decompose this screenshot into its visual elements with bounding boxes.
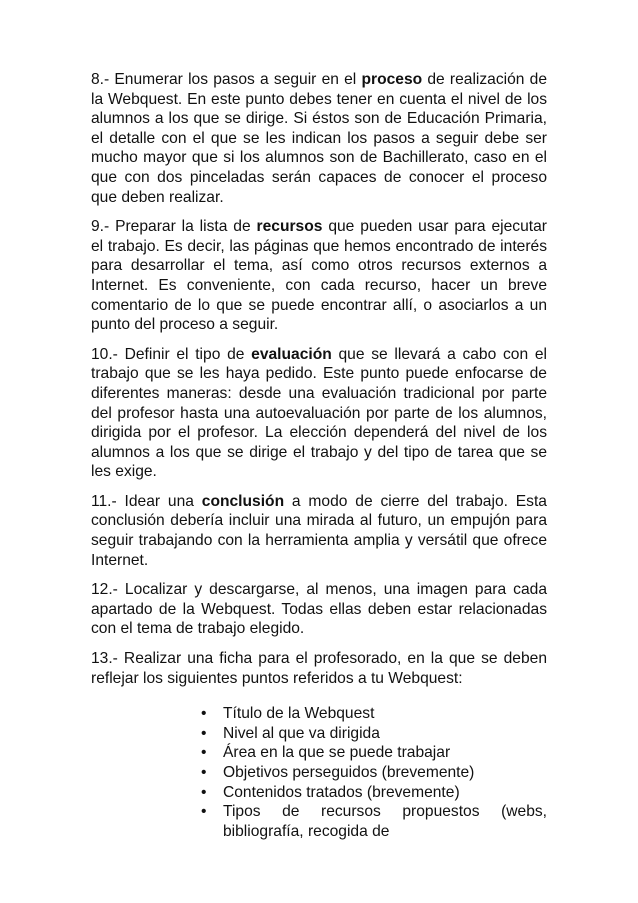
paragraph-text: 10.- Definir el tipo de (91, 345, 252, 363)
paragraph-text: de realización de la Webquest. En este punto debes tener en cuenta el nivel de los alumnos a los que se dirige. Si éstos son de Educación Primaria, el detalle con el que se les indican los pasos a seguir debe ser mucho mayor que si los alumnos son de Bachillerato, caso en el que con dos pinceladas serán capaces de conocer el proceso que deben realizar. (91, 71, 548, 206)
paragraph-keyword: evaluación (251, 345, 332, 363)
paragraph-text: 13.- Realizar una ficha para el profesorado, en la que se deben reflejar los siguientes puntos referidos a tu Webquest: (91, 650, 547, 687)
paragraph-step-9 (91, 217, 547, 335)
paragraph-step-13 (91, 649, 547, 688)
list-item: • Tipos de recursos propuestos (webs, bibliografía, recogida de (187, 802, 547, 841)
paragraph-text: 12.- Localizar y descargarse, al menos, una imagen para cada apartado de la Webquest. Todas ellas deben estar relacionadas con el tema de trabajo elegido. (91, 581, 547, 638)
teacher-sheet-bullet-list (187, 704, 547, 841)
document-page (91, 70, 547, 841)
paragraph-text: 8.- Enumerar los pasos a seguir en el (91, 71, 362, 88)
list-item: • Área en la que se puede trabajar (187, 743, 547, 763)
paragraph-keyword: recursos (256, 218, 323, 236)
list-item: • Nivel al que va dirigida (187, 724, 547, 744)
list-item: • Título de la Webquest (187, 704, 547, 724)
paragraph-text: 9.- Preparar la lista de (91, 218, 257, 236)
paragraph-step-12 (91, 580, 547, 639)
list-item: • Contenidos tratados (brevemente) (187, 783, 547, 803)
paragraph-text: que se llevará a cabo con el trabajo que se les haya pedido. Este punto puede enfocarse de diferentes maneras: desde una evaluación tradicional por parte del profesor hasta una autoevaluación por parte de los alumnos, dirigida por el profesor. La elección dependerá del nivel de los alumnos a los que se dirige el trabajo y del tipo de tarea que se les exige. (91, 345, 547, 481)
paragraph-text: a modo de cierre del trabajo. Esta conclusión debería incluir una mirada al futuro, un empujón para seguir trabajando con la herramienta amplia y versátil que ofrece Internet. (91, 492, 547, 569)
paragraph-text: 11.- Idear una (91, 492, 202, 510)
paragraph-step-11 (91, 492, 547, 570)
paragraph-keyword: proceso (361, 71, 423, 88)
list-item: • Objetivos perseguidos (brevemente) (187, 763, 547, 783)
paragraph-keyword: conclusión (201, 492, 285, 510)
paragraph-step-10 (91, 345, 547, 482)
paragraph-step-8 (91, 70, 547, 207)
paragraph-text: que pueden usar para ejecutar el trabajo. Es decir, las páginas que hemos encontrado de interés para desarrollar el tema, así como otros recursos externos a Internet. Es conveniente, con cada recurso, hacer un breve comentario de lo que se puede encontrar allí, o asociarlos a un punto del proceso a seguir. (91, 218, 547, 334)
